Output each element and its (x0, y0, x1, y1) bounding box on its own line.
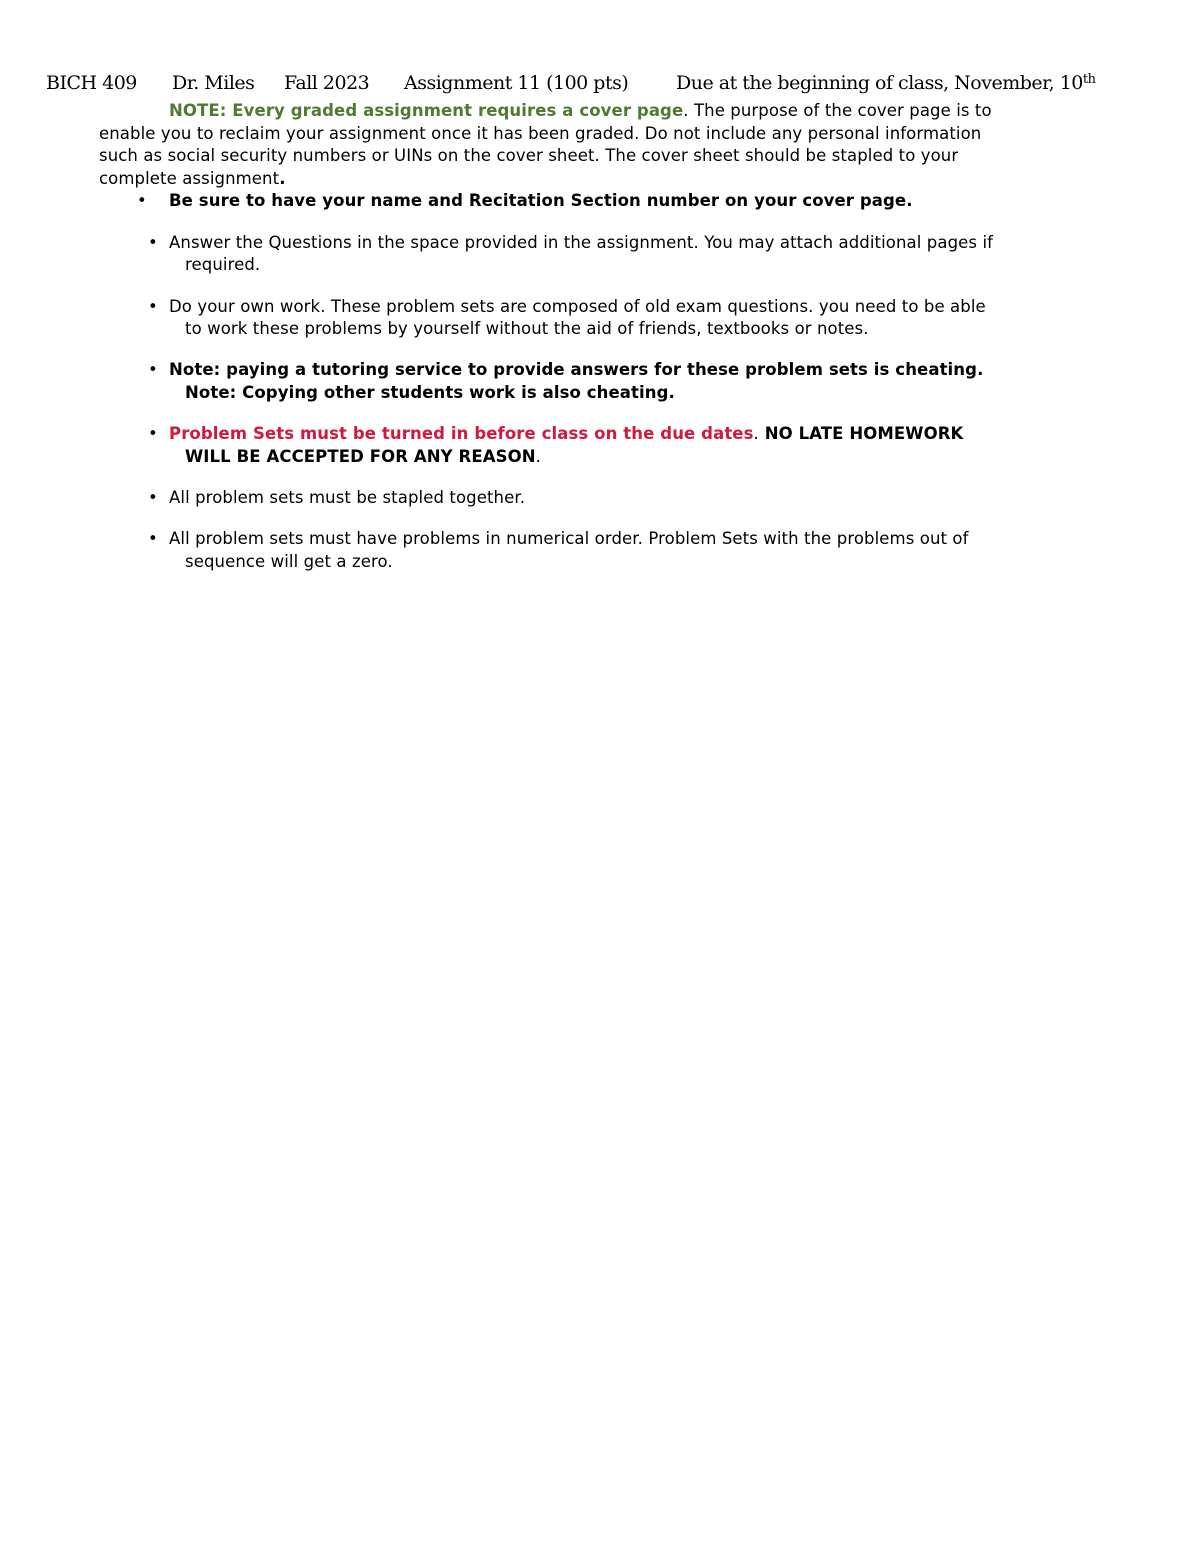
item-text-continued: Note: Copying other students work is also cheating. (185, 383, 675, 402)
list-item (140, 359, 1100, 404)
course-code: BICH 409 (46, 72, 137, 94)
bullet-icon: • (148, 296, 158, 316)
item-text: NO LATE HOMEWORK (758, 424, 964, 444)
item-text-continued (169, 446, 1100, 469)
item-text-continued: to work these problems by yourself without the aid of friends, textbooks or notes. (185, 319, 869, 339)
instructor-name: Dr. Miles (172, 72, 255, 94)
note-line-4-end: . (279, 169, 286, 189)
item-text: All problem sets must be stapled together. (169, 487, 526, 507)
list-item (137, 190, 1100, 213)
note-line-4-text: complete assignment (99, 169, 280, 189)
note-line-4 (99, 168, 1109, 191)
bullet-icon: • (137, 191, 147, 210)
item-text-end: . (535, 446, 541, 466)
list-item (140, 528, 1100, 573)
note-line-3: such as social security numbers or UINs on the cover sheet. The cover sheet should be stapled to your (99, 146, 959, 166)
assignment-header (46, 72, 1166, 94)
list-item (140, 232, 1100, 277)
item-text-continued: required. (185, 255, 261, 275)
bullet-icon: • (148, 424, 158, 444)
due-date-suffix: th (1082, 72, 1096, 87)
item-text-continued: sequence will get a zero. (185, 551, 393, 571)
cover-page-note (99, 100, 1109, 191)
bullet-icon: • (148, 232, 158, 252)
list-item (140, 296, 1100, 341)
item-text: Answer the Questions in the space provided in the assignment. You may attach additional pages if (169, 232, 994, 252)
bullet-icon: • (148, 487, 158, 507)
item-text-alert: Problem Sets must be turned in before class on the due dates (169, 424, 754, 444)
instructions-list (137, 190, 1100, 592)
item-text-punct: . (753, 424, 759, 444)
note-accent: NOTE: Every graded assignment requires a cover page (169, 101, 684, 120)
list-item (140, 487, 1100, 510)
due-date (676, 72, 1096, 94)
bullet-icon: • (148, 528, 158, 548)
item-text: All problem sets must have problems in numerical order. Problem Sets with the problems out of (169, 528, 969, 548)
list-item (140, 423, 1100, 468)
note-line-2: enable you to reclaim your assignment once it has been graded. Do not include any personal information (99, 123, 982, 143)
assignment-title: Assignment 11 (100 pts) (404, 72, 629, 94)
bullet-icon: • (148, 360, 158, 380)
note-line-1 (99, 100, 1109, 123)
note-line-1-rest: . The purpose of the cover page is to (683, 101, 992, 120)
item-text: Do your own work. These problem sets are composed of old exam questions. you need to be able (169, 296, 986, 316)
item-text: Be sure to have your name and Recitation Section number on your cover page. (169, 191, 913, 210)
item-text-line2: WILL BE ACCEPTED FOR ANY REASON (185, 446, 536, 466)
term: Fall 2023 (284, 72, 370, 94)
due-date-text: Due at the beginning of class, November, 10 (676, 72, 1083, 94)
item-text: Note: paying a tutoring service to provide answers for these problem sets is cheating. (169, 360, 984, 380)
